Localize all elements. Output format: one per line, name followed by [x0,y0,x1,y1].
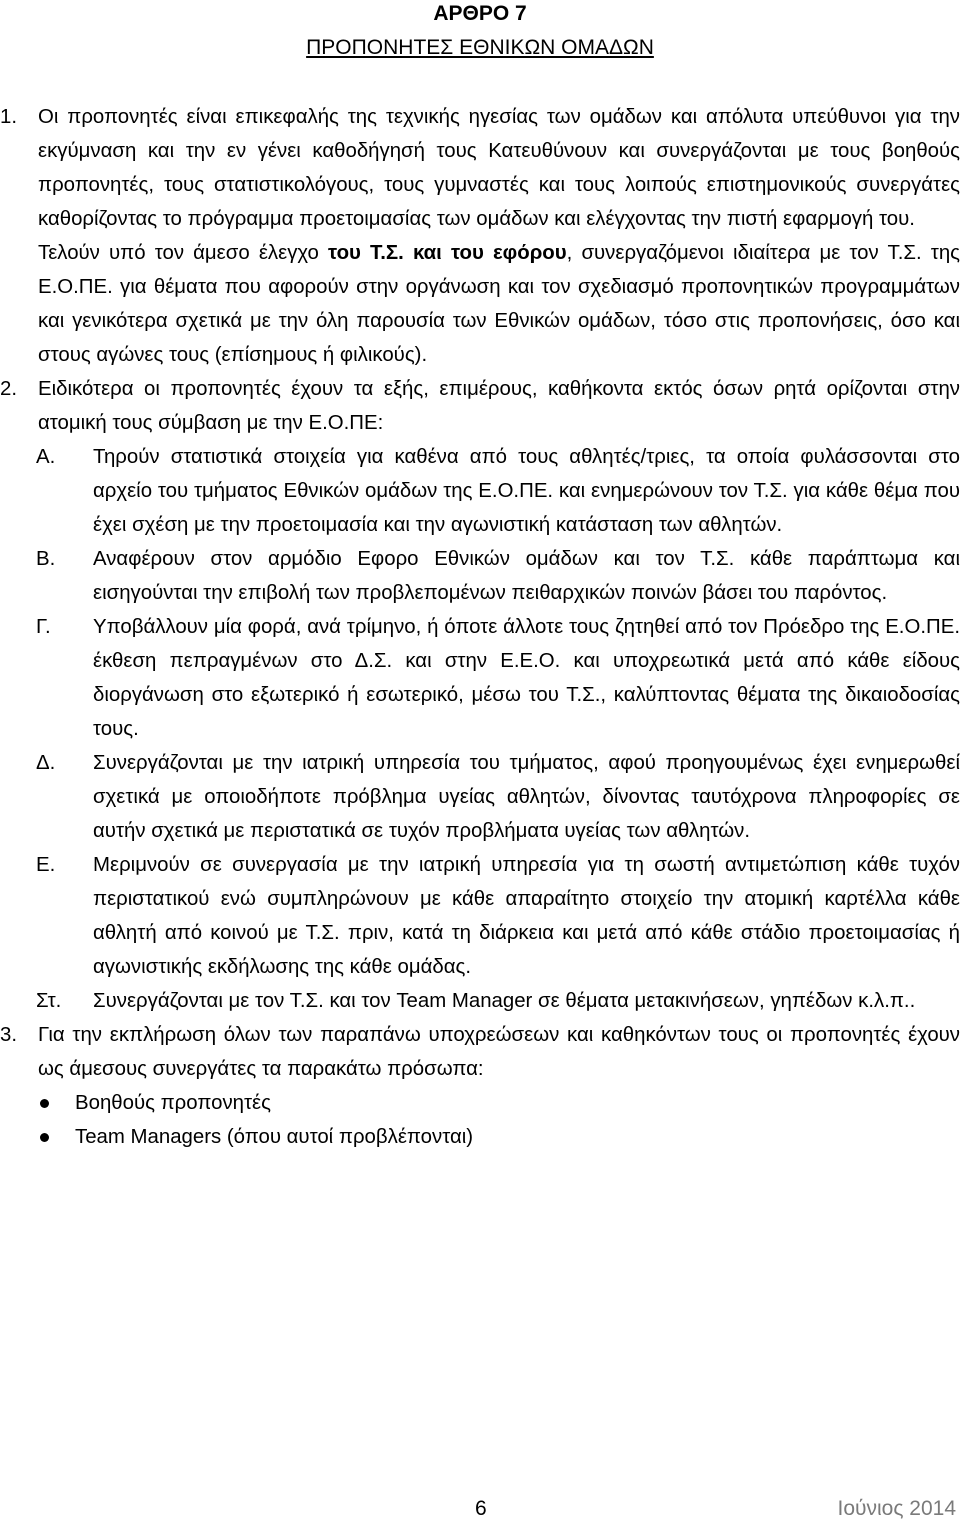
item-label: Α. [36,446,56,468]
article-title: ΑΡΘΡΟ 7 [433,2,527,25]
section-number: 2. [0,378,18,400]
item-text: Υποβάλλουν μία φορά, ανά τρίμηνο, ή όποτε άλλοτε τους ζητηθεί από τον Πρόεδρο της Ε.Ο.ΠΕ. έκθεση πεπραγμένων στο Δ.Σ. και στην Ε.Ε.Ο. και υποχρεωτικά μετά από κάθε είδους διοργάνωση στο εξωτερικό ή εσωτερικό, μέσω του Τ.Σ., καλύπτοντας θέματα της δικαιοδοσίας τους. [93,616,960,740]
section-2-intro: Ειδικότερα οι προπονητές έχουν τα εξής, επιμέρους, καθήκοντα εκτός όσων ρητά ορίζονται στην ατομική τους σύμβαση με την Ε.Ο.ΠΕ: [38,378,960,434]
page-number: 6 [475,1497,487,1520]
article-subtitle: ΠΡΟΠΟΝΗΤΕΣ ΕΘΝΙΚΩΝ ΟΜΑΔΩΝ [306,36,654,59]
bullet-text: Team Managers (όπου αυτοί προβλέπονται) [75,1126,474,1148]
section-2-items [0,440,960,1018]
item-label: Στ. [36,990,62,1012]
item-text: Συνεργάζονται με την ιατρική υπηρεσία του τμήματος, αφού προηγουμένως έχει ενημερωθεί σχετικά με οποιοδήποτε πρόβλημα υγείας αθλητών, δίνοντας ταυτόχρονα πληροφορίες σε αυτήν σχετικά με περιστατικά σε τυχόν προβλήματα υγείας των αθλητών. [93,752,960,842]
item-label: Γ. [36,616,51,638]
list-item [36,610,960,746]
item-text: Τηρούν στατιστικά στοιχεία για καθένα από τους αθλητές/τριες, τα οποία φυλάσσονται στο αρχείο του τμήματος Εθνικών ομάδων της Ε.Ο.ΠΕ. και ενημερώνουν τον Τ.Σ. για κάθε θέμα που έχει σχέση με την προετοιμασία και την αγωνιστική κατάσταση των αθλητών. [93,446,960,536]
bullet-icon [40,1099,49,1108]
section-2 [0,372,960,440]
article-body [0,100,960,1154]
paragraph-2-start: Τελούν υπό τον άμεσο έλεγχο [38,242,329,264]
item-label: Β. [36,548,56,570]
section-number: 3. [0,1024,18,1046]
item-label: Δ. [36,752,56,774]
bullet-text: Βοηθούς προπονητές [75,1092,271,1114]
section-3 [0,1018,960,1086]
list-item [36,440,960,542]
bullet-item [0,1120,960,1154]
section-number: 1. [0,106,18,128]
list-item [36,542,960,610]
bullet-item [0,1086,960,1120]
paragraph-2-end: , συνεργαζόμενοι ιδιαίτερα με τον Τ.Σ. της Ε.Ο.ΠΕ. για θέματα που αφορούν στην οργάνωση και τον σχεδιασμό προπονητικών προγραμμάτων και γενικότερα σχετικά με την όλη παρουσία των Εθνικών ομάδων, τόσο στις προπονήσεις, όσο και στους αγώνες τους (επίσημους ή φιλικούς). [38,242,960,366]
item-label: Ε. [36,854,56,876]
item-text: Μεριμνούν σε συνεργασία με την ιατρική υπηρεσία για τη σωστή αντιμετώπιση κάθε τυχόν περιστατικού ενώ συμπληρώνουν με κάθε απαραίτητο στοιχείο την ατομική καρτέλλα κάθε αθλητή από κοινού με Τ.Σ. πριν, κατά τη διάρκεια και μετά από κάθε στάδιο προετοιμασίας ή αγωνιστικής εκδήλωσης της κάθε ομάδας. [93,854,960,978]
item-text: Συνεργάζονται με τον Τ.Σ. και τον Team Manager σε θέματα μετακινήσεων, γηπέδων κ.λ.π.. [93,990,916,1012]
page-footer [0,1492,960,1522]
section-1-paragraph-1: Οι προπονητές είναι επικεφαλής της τεχνικής ηγεσίας των ομάδων και απόλυτα υπεύθυνοι για την εκγύμναση και την εν γένει καθοδήγησή τους Κατευθύνουν και συνεργάζονται με τους βοηθούς προπονητές, τους στατιστικολόγους, τους γυμναστές και τους λοιπούς επιστημονικούς συνεργάτες καθορίζοντας το πρόγραμμα προετοιμασίας των ομάδων και ελέγχοντας την πιστή εφαρμογή του. [38,106,960,230]
section-1 [0,100,960,236]
footer-date: Ιούνιος 2014 [837,1497,956,1520]
bullet-icon [40,1133,49,1142]
list-item [36,984,960,1018]
article-header [0,0,960,63]
section-1-paragraph-2 [0,236,960,372]
section-3-intro: Για την εκπλήρωση όλων των παραπάνω υποχρεώσεων και καθηκόντων τους οι προπονητές έχουν ως άμεσους συνεργάτες τα παρακάτω πρόσωπα: [38,1024,960,1080]
paragraph-2-bold: του Τ.Σ. και του εφόρου [328,242,567,264]
list-item [36,848,960,984]
list-item [36,746,960,848]
item-text: Αναφέρουν στον αρμόδιο Εφορο Εθνικών ομάδων και τον Τ.Σ. κάθε παράπτωμα και εισηγούνται την επιβολή των προβλεπομένων πειθαρχικών ποινών βάσει του παρόντος. [93,548,960,604]
